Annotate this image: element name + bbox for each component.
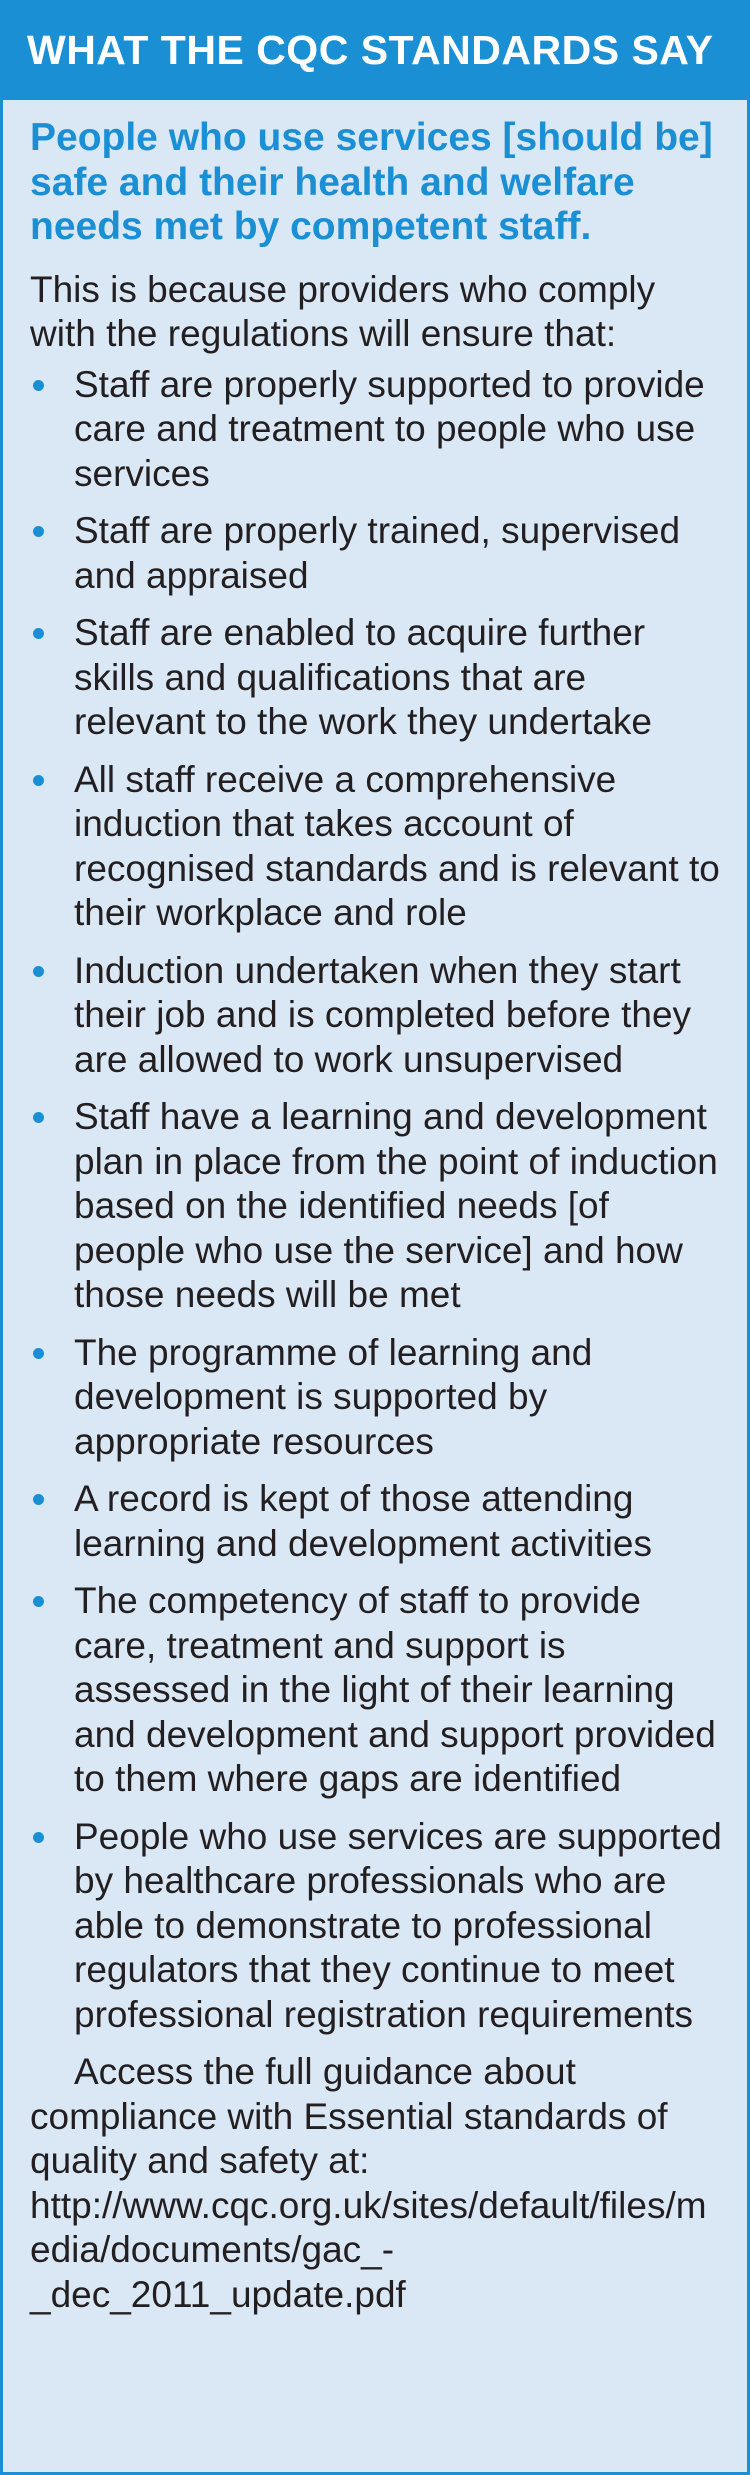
list-item-text: All staff receive a comprehensive induction that takes account of recognised standards and is relevant to their workplace and role [74, 758, 720, 933]
panel-title: WHAT THE CQC STANDARDS SAY [27, 26, 714, 73]
bullet-dot-icon [33, 628, 44, 639]
list-item [30, 509, 723, 598]
bullet-dot-icon [33, 1494, 44, 1505]
list-item-text: Staff are properly trained, supervised and appraised [74, 510, 681, 596]
list-item [30, 611, 723, 745]
list-item-text: Staff have a learning and development plan in place from the point of induction based on the identified needs [of people who use the service] and how those needs will be met [74, 1096, 718, 1315]
list-item-text: Induction undertaken when they start their job and is completed before they are allowed to work unsupervised [74, 949, 692, 1080]
bullet-dot-icon [33, 1832, 44, 1843]
list-item-text: People who use services are supported by healthcare professionals who are able to demonstrate to professional regulators that they continue to meet professional registration requirements [74, 1815, 722, 2035]
requirements-list [30, 363, 723, 2038]
list-item [30, 1477, 723, 1566]
bullet-dot-icon [33, 1348, 44, 1359]
intro-text: This is because providers who comply with the regulations will ensure that: [30, 268, 656, 354]
list-item [30, 1331, 723, 1465]
bullet-dot-icon [33, 775, 44, 786]
list-item-text: The competency of staff to provide care, treatment and support is assessed in the light of their learning and development and support provided to them where gaps are identified [74, 1580, 716, 1799]
list-item-text: Staff are properly supported to provide care and treatment to people who use services [74, 363, 705, 494]
bullet-dot-icon [33, 966, 44, 977]
list-item [30, 1095, 723, 1318]
bullet-dot-icon [33, 380, 44, 391]
list-item [30, 363, 723, 497]
list-item [30, 1579, 723, 1802]
list-item-text: The programme of learning and development is supported by appropriate resources [74, 1331, 593, 1462]
panel-content [3, 100, 747, 2317]
bullet-dot-icon [33, 1112, 44, 1123]
lead-statement: People who use services [should be] safe and their health and welfare needs met by competent staff. [30, 116, 713, 248]
list-item-text: A record is kept of those attending learning and development activities [74, 1478, 652, 1564]
panel-header [0, 0, 750, 100]
bullet-dot-icon [33, 1596, 44, 1607]
guidance-note: Access the full guidance about compliance with Essential standards of quality and safety at: http://www.cqc.org.uk/sites/default/files/media/documents/gac_-_dec_2011_update.pdf [30, 2051, 707, 2315]
list-item [30, 949, 723, 1083]
list-item [30, 758, 723, 936]
list-item-text: Staff are enabled to acquire further skills and qualifications that are relevant to the work they undertake [74, 612, 652, 742]
list-item [30, 1815, 723, 2038]
bullet-dot-icon [33, 526, 44, 537]
